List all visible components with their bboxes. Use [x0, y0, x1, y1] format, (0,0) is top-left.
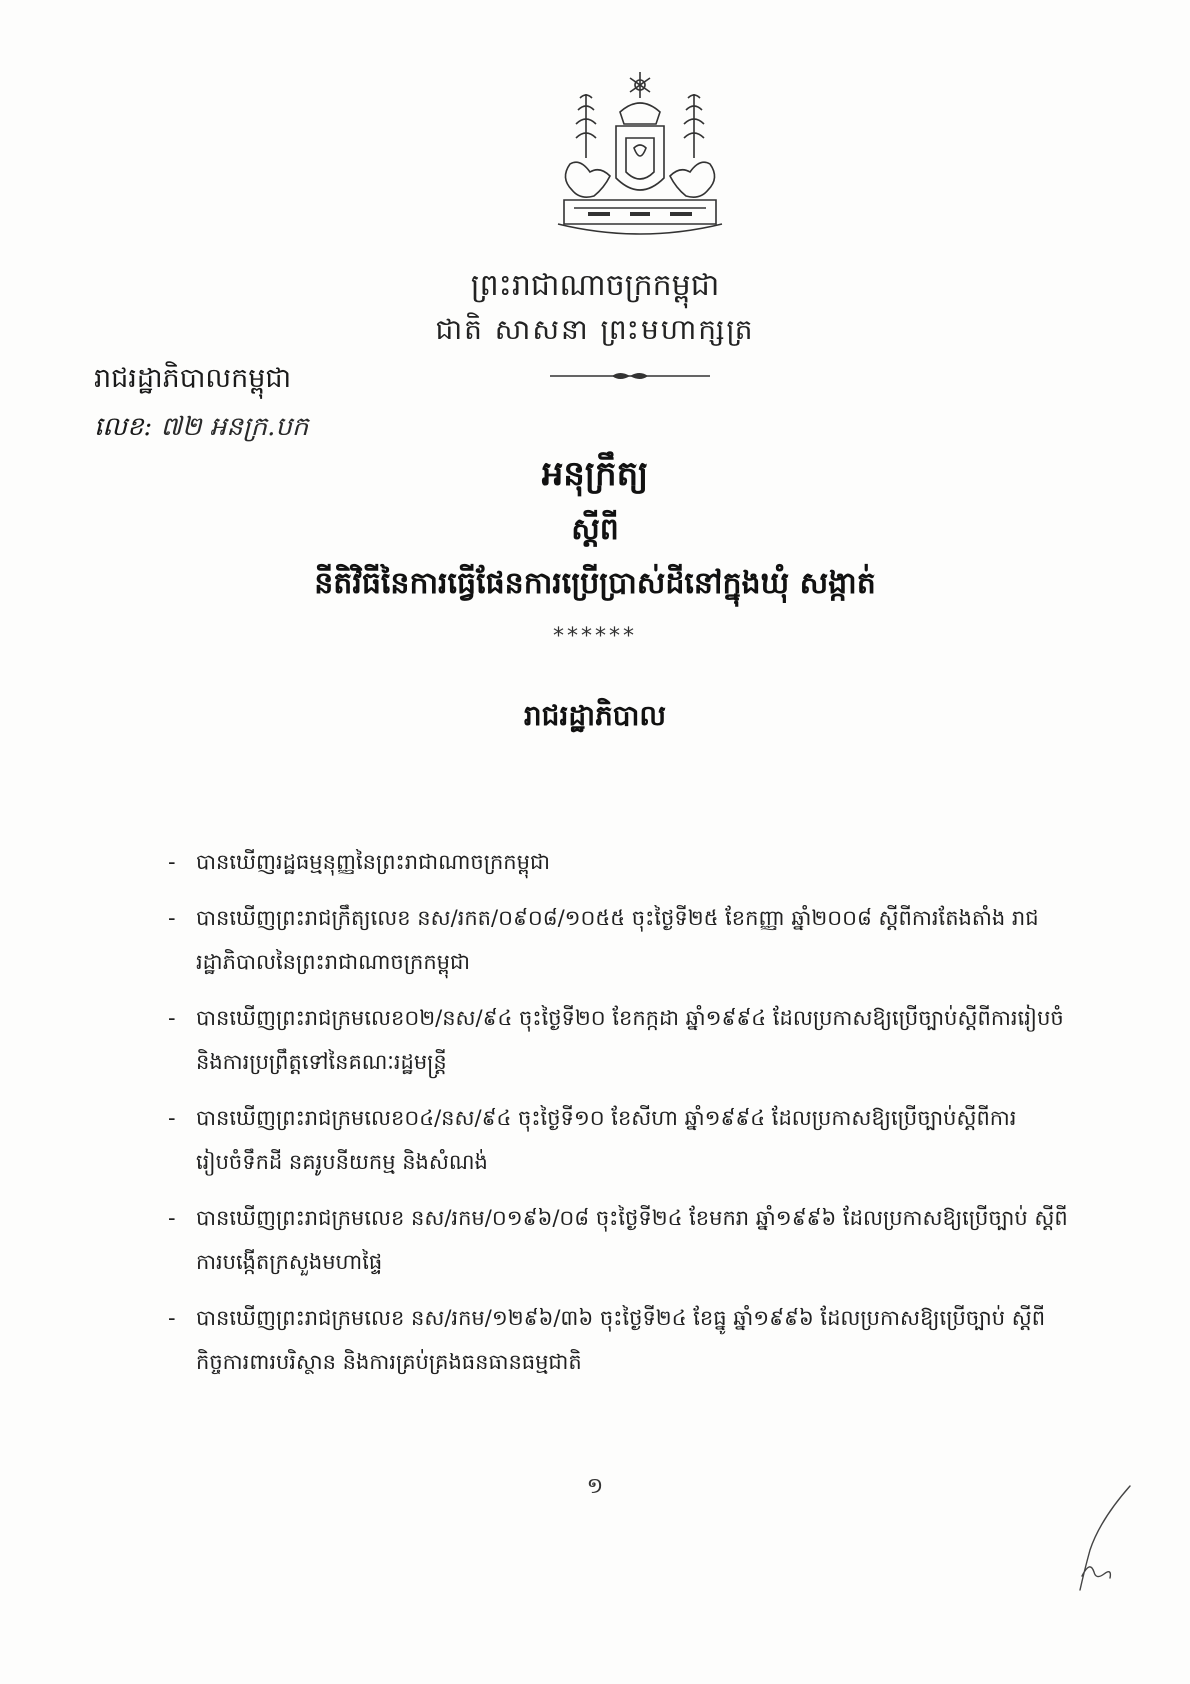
handwritten-signature-icon	[1060, 1480, 1150, 1600]
title-separator: ******	[553, 624, 637, 649]
recital-item: - បានឃើញរដ្ឋធម្មនុញ្ញនៃព្រះរាជាណាចក្រកម្ពុជា	[168, 850, 550, 874]
issuing-authority: រាជរដ្ឋាភិបាលកម្ពុជា	[94, 363, 292, 394]
recital-item: - បានឃើញព្រះរាជក្រមលេខ០២/នស/៩៤ ចុះថ្ងៃទី២០ ខែកក្កដា ឆ្នាំ១៩៩៤ ដែលប្រកាសឱ្យប្រើច្បាប់ស្តីពីការរៀបចំ និងការប្រព្រឹត្តទៅនៃគណៈរដ្ឋមន្ត្រី	[168, 1006, 1064, 1074]
recital-item: - បានឃើញព្រះរាជក្រមលេខ០៤/នស/៩៤ ចុះថ្ងៃទី១០ ខែសីហា ឆ្នាំ១៩៩៤ ដែលប្រកាសឱ្យប្រើច្បាប់ស្តីពីការ រៀបចំទឹកដី នគរូបនីយកម្ម និងសំណង់	[168, 1106, 1017, 1174]
national-motto: ជាតិ សាសនា ព្រះមហាក្សត្រ	[435, 313, 755, 346]
kingdom-name: ព្រះរាជាណាចក្រកម្ពុជា	[470, 268, 720, 303]
document-type: អនុក្រឹត្យ	[541, 454, 649, 494]
page-number: ១	[586, 1474, 604, 1499]
body-heading: រាជរដ្ឋាភិបាល	[523, 699, 667, 732]
recitals-list	[168, 840, 1068, 1396]
recital-text: បានឃើញព្រះរាជក្រឹត្យលេខ នស/រកត/០៩០៨/១០៥៥ ចុះថ្ងៃទី២៥ ខែកញ្ញា ឆ្នាំ២០០៨ ស្តីពីការតែងតាំង រាជរដ្ឋាភិបាលនៃព្រះរាជាណាចក្រកម្ពុជា	[196, 906, 1039, 974]
recital-text: បានឃើញព្រះរាជក្រមលេខ នស/រកម/០១៩៦/០៨ ចុះថ្ងៃទី២៤ ខែមករា ឆ្នាំ១៩៩៦ ដែលប្រកាសឱ្យប្រើច្បាប់ ស្តីពីការបង្កើតក្រសួងមហាផ្ទៃ	[196, 1206, 1068, 1274]
reference-number	[94, 410, 308, 448]
recital-item: - បានឃើញព្រះរាជក្រមលេខ នស/រកម/០១៩៦/០៨ ចុះថ្ងៃទី២៤ ខែមករា ឆ្នាំ១៩៩៦ ដែលប្រកាសឱ្យប្រើច្បាប់ ស្តីពីការបង្កើតក្រសួងមហាផ្ទៃ	[168, 1206, 1068, 1274]
document-subject: នីតិវិធីនៃការធ្វើផែនការប្រើប្រាស់ដីនៅក្នុងឃុំ សង្កាត់	[314, 566, 876, 601]
recital-item: - បានឃើញព្រះរាជក្រមលេខ នស/រកម/១២៩៦/៣៦ ចុះថ្ងៃទី២៤ ខែធ្នូ ឆ្នាំ១៩៩៦ ដែលប្រកាសឱ្យប្រើច្បាប់ ស្តីពីកិច្ចការពារបរិស្ថាន និងការគ្រប់គ្រងធនធានធម្មជាតិ	[168, 1306, 1046, 1374]
reference-label: លេខ:	[94, 412, 153, 442]
recital-item: - បានឃើញព្រះរាជក្រឹត្យលេខ នស/រកត/០៩០៨/១០៥៥ ចុះថ្ងៃទី២៥ ខែកញ្ញា ឆ្នាំ២០០៨ ស្តីពីការតែងតាំង រាជរដ្ឋាភិបាលនៃព្រះរាជាណាចក្រកម្ពុជា	[168, 906, 1039, 974]
royal-coat-of-arms-icon	[550, 68, 730, 244]
document-about: ស្តីពី	[571, 512, 619, 547]
reference-value: ៧២ អនក្រ.បក	[160, 412, 309, 442]
recital-text: បានឃើញព្រះរាជក្រមលេខ០២/នស/៩៤ ចុះថ្ងៃទី២០ ខែកក្កដា ឆ្នាំ១៩៩៤ ដែលប្រកាសឱ្យប្រើច្បាប់ស្តីពីការរៀបចំ និងការប្រព្រឹត្តទៅនៃគណៈរដ្ឋមន្ត្រី	[196, 1006, 1064, 1074]
ornamental-divider-icon	[550, 370, 710, 382]
recital-text: បានឃើញរដ្ឋធម្មនុញ្ញនៃព្រះរាជាណាចក្រកម្ពុជា	[196, 850, 550, 874]
recital-text: បានឃើញព្រះរាជក្រមលេខ០៤/នស/៩៤ ចុះថ្ងៃទី១០ ខែសីហា ឆ្នាំ១៩៩៤ ដែលប្រកាសឱ្យប្រើច្បាប់ស្តីពីការ រៀបចំទឹកដី នគរូបនីយកម្ម និងសំណង់	[196, 1106, 1017, 1174]
recital-text: បានឃើញព្រះរាជក្រមលេខ នស/រកម/១២៩៦/៣៦ ចុះថ្ងៃទី២៤ ខែធ្នូ ឆ្នាំ១៩៩៦ ដែលប្រកាសឱ្យប្រើច្បាប់ ស្តីពីកិច្ចការពារបរិស្ថាន និងការគ្រប់គ្រងធនធានធម្មជាតិ	[196, 1306, 1046, 1374]
